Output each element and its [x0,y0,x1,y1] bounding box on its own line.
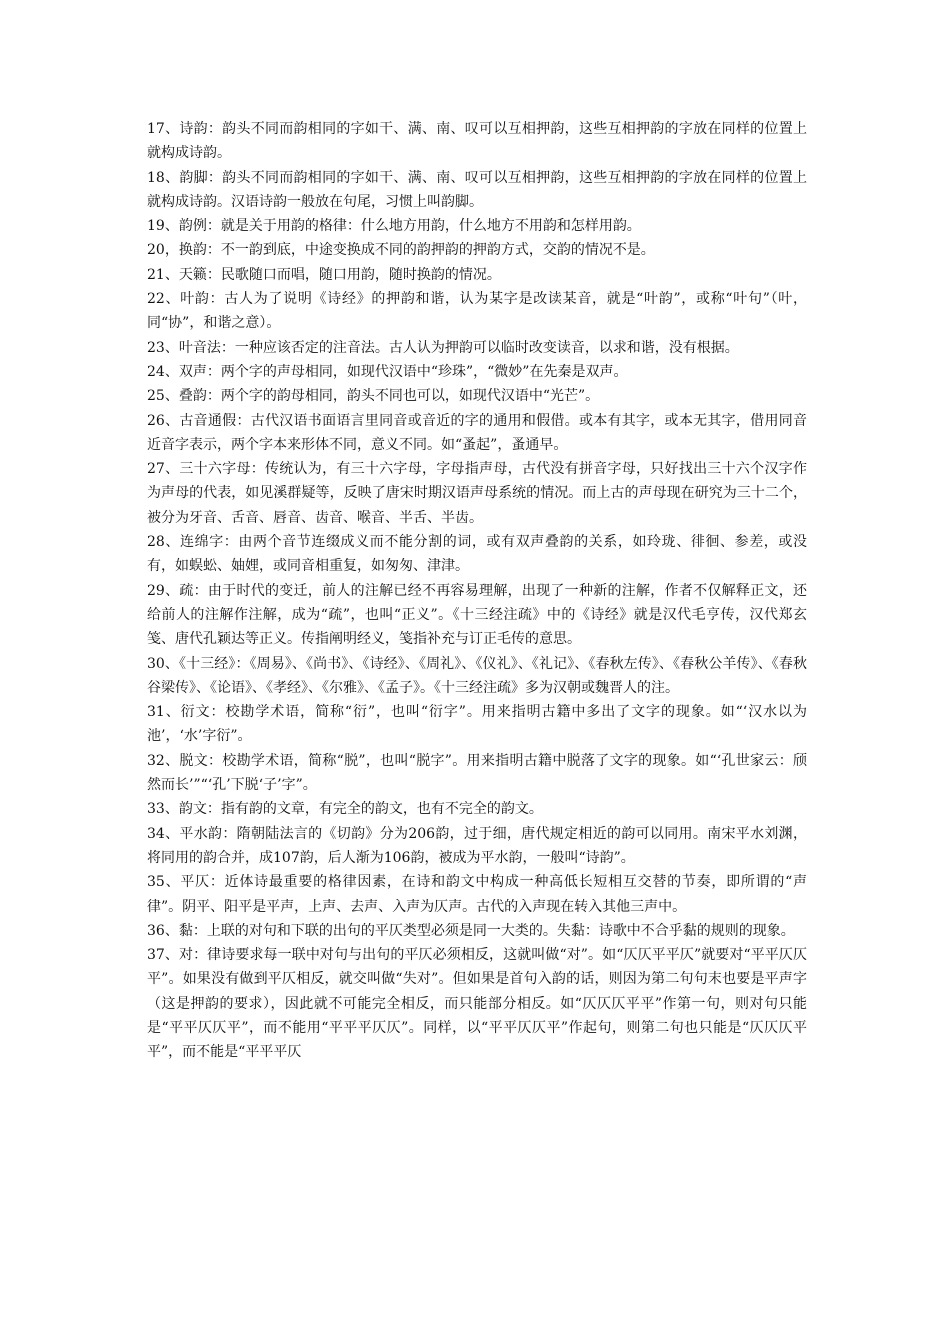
entry-30: 30、《十三经》：《周易》、《尚书》、《诗经》、《周礼》、《仪礼》、《礼记》、《春秋左传》、《春秋公羊传》、《春秋谷梁传》、《论语》、《孝经》、《尔雅》、《孟子》。《十三经注疏》多为汉朝或魏晋人的注。 [147,655,807,696]
entry-20: 20，换韵：不一韵到底，中途变换成不同的韵押韵的押韵方式，交韵的情况不是。 [147,242,655,259]
entry-21: 21、天籁：民歌随口而唱，随口用韵，随时换韵的情况。 [147,266,501,283]
entry-31: 31、衍文：校勘学术语，简称“衍”，也叫“衍字”。用来指明古籍中多出了文字的现象。如“‘汉水以为池’，‘水’字衍”。 [147,704,807,745]
entry-26: 26、古音通假：古代汉语书面语言里同音或音近的字的通用和假借。或本有其字，或本无其字，借用同音近音字表示，两个字本来形体不同，意义不同。如“蚤起”，蚤通早。 [147,412,807,453]
entry-23: 23、叶音法：一种应该否定的注音法。古人认为押韵可以临时改变读音，以求和谐，没有根据。 [147,339,739,356]
entry-32: 32、脱文：校勘学术语，简称“脱”，也叫“脱字”。用来指明古籍中脱落了文字的现象。如“‘孔世家云：颀然而长’”“‘孔’下脱‘子’字”。 [147,752,807,794]
entry-19: 19、韵例：就是关于用韵的格律：什么地方用韵，什么地方不用韵和怎样用韵。 [147,218,641,235]
entry-24: 24、双声：两个字的声母相同，如现代汉语中“珍珠”，“微妙”在先秦是双声。 [147,363,628,380]
entry-17: 17、诗韵：韵头不同而韵相同的字如干、满、南、叹可以互相押韵，这些互相押韵的字放在同样的位置上就构成诗韵。 [147,121,807,162]
entry-25: 25、叠韵：两个字的韵母相同，韵头不同也可以，如现代汉语中“光芒”。 [147,388,600,405]
entry-18: 18、韵脚：韵头不同而韵相同的字如干、满、南、叹可以互相押韵，这些互相押韵的字放在同样的位置上就构成诗韵。汉语诗韵一般放在句尾，习惯上叫韵脚。 [147,169,807,210]
entry-36: 36、黏：上联的对句和下联的出句的平仄类型必须是同一大类的。失黏：诗歌中不合乎黏的规则的现象。 [147,922,795,939]
entry-22: 22、叶韵：古人为了说明《诗经》的押韵和谐，认为某字是改读某音，就是“叶韵”，或称“叶句”（叶，同“协”，和谐之意）。 [147,291,807,332]
entry-34: 34、平水韵：隋朝陆法言的《切韵》分为206韵，过于细，唐代规定相近的韵可以同用。南宋平水刘渊，将同用的韵合并，成107韵，后人渐为106韵，被成为平水韵，一般叫“诗韵”。 [147,825,807,866]
entry-33: 33、韵文：指有韵的文章，有完全的韵文，也有不完全的韵文。 [147,801,543,818]
entry-28: 28、连绵字：由两个音节连缀成义而不能分割的词，或有双声叠韵的关系，如玲珑、徘徊、参差，或没有，如蜈蚣、妯娌，或同音相重复，如匆匆、津津。 [147,534,807,575]
entry-37: 37、对：律诗要求每一联中对句与出句的平仄必须相反，这就叫做“对”。如“仄仄平平仄”就要对“平平仄仄平”。如果没有做到平仄相反，就交叫做“失对”。但如果是首句入韵的话，则因为第二句句末也要是平声字（这是押韵的要求），因此就不可能完全相反，而只能部分相反。如“仄仄仄平平”作第一句，则对句只能是“平平仄仄平”，而不能用“平平平仄仄”。同样，以“平平仄仄平”作起句，则第二句也只能是“仄仄仄平平”，而不能是“平平平仄 [147,947,807,1061]
entry-35: 35、平仄：近体诗最重要的格律因素，在诗和韵文中构成一种高低长短相互交替的节奏，即所谓的“声律”。阴平、阳平是平声，上声、去声、入声为仄声。古代的入声现在转入其他三声中。 [147,874,807,915]
document-body [147,117,807,1065]
entry-27: 27、三十六字母：传统认为，有三十六字母，字母指声母，古代没有拼音字母，只好找出三十六个汉字作为声母的代表，如见溪群疑等，反映了唐宋时期汉语声母系统的情况。而上古的声母现在研究为三十二个，被分为牙音、舌音、唇音、齿音、喉音、半舌、半齿。 [147,461,807,526]
entry-29: 29、疏：由于时代的变迁，前人的注解已经不再容易理解，出现了一种新的注解，作者不仅解释正文，还给前人的注解作注解，成为“疏”，也叫“正义”。《十三经注疏》中的《诗经》就是汉代毛亨传，汉代郑玄笺、唐代孔颖达等正义。传指阐明经义，笺指补充与订正毛传的意思。 [147,582,807,648]
